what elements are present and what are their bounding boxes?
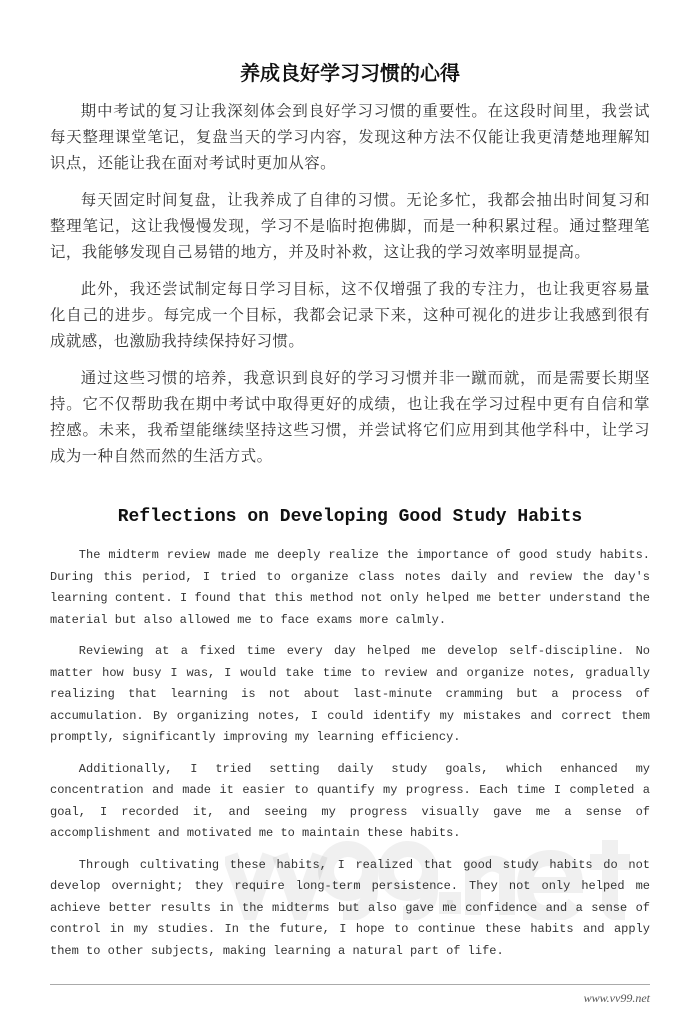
chinese-paragraph: 期中考试的复习让我深刻体会到良好学习习惯的重要性。在这段时间里，我尝试每天整理课堂笔记，复盘当天的学习内容，发现这种方法不仅能让我更清楚地理解知识点，还能让我在面对考试时更加从容。 bbox=[50, 102, 650, 172]
chinese-paragraph: 每天固定时间复盘，让我养成了自律的习惯。无论多忙，我都会抽出时间复习和整理笔记，这让我慢慢发现，学习不是临时抱佛脚，而是一种积累过程。通过整理笔记，我能够发现自己易错的地方，并及时补救，这让我的学习效率明显提高。 bbox=[50, 191, 650, 261]
english-paragraph: Reviewing at a fixed time every day helped me develop self-discipline. No matter how busy I was, I would take time to review and organize notes, gradually realizing that learning is not about last-minute cramming but a process of accumulation. By organizing notes, I could identify my mistakes and correct them promptly, significantly improving my learning efficiency. bbox=[50, 644, 650, 744]
document-page bbox=[50, 0, 650, 1036]
footer-divider bbox=[50, 984, 650, 985]
chinese-body bbox=[50, 98, 650, 469]
english-paragraph: Through cultivating these habits, I realized that good study habits do not develop overnight; they require long-term persistence. They not only helped me achieve better results in the midterms but also gave me confidence and a sense of control in my studies. In the future, I hope to continue these habits and apply them to other subjects, making learning a natural part of life. bbox=[50, 857, 650, 958]
english-paragraph: Additionally, I tried setting daily study goals, which enhanced my concentration and made it easier to quantify my progress. Each time I completed a goal, I recorded it, and seeing my progress visually gave me a sense of accomplishment and motivated me to maintain these habits. bbox=[50, 761, 650, 840]
english-paragraph: The midterm review made me deeply realize the importance of good study habits. During this period, I tried to organize class notes daily and review the day's learning content. I found that this method not only helped me better understand the material but also allowed me to face exams more calmly. bbox=[50, 548, 650, 627]
english-title: Reflections on Developing Good Study Habits bbox=[117, 507, 583, 527]
footer-url: www.vv99.net bbox=[583, 991, 650, 1005]
chinese-paragraph: 此外，我还尝试制定每日学习目标，这不仅增强了我的专注力，也让我更容易量化自己的进步。每完成一个目标，我都会记录下来，这种可视化的进步让我感到很有成就感，也激励我持续保持好习惯。 bbox=[50, 280, 650, 350]
chinese-title: 养成良好学习习惯的心得 bbox=[240, 61, 460, 85]
chinese-paragraph: 通过这些习惯的培养，我意识到良好的学习习惯并非一蹴而就，而是需要长期坚持。它不仅帮助我在期中考试中取得更好的成绩，也让我在学习过程中更有自信和掌控感。未来，我希望能继续坚持这些习惯，并尝试将它们应用到其他学科中，让学习成为一种自然而然的生活方式。 bbox=[50, 369, 650, 465]
english-body bbox=[50, 545, 650, 962]
